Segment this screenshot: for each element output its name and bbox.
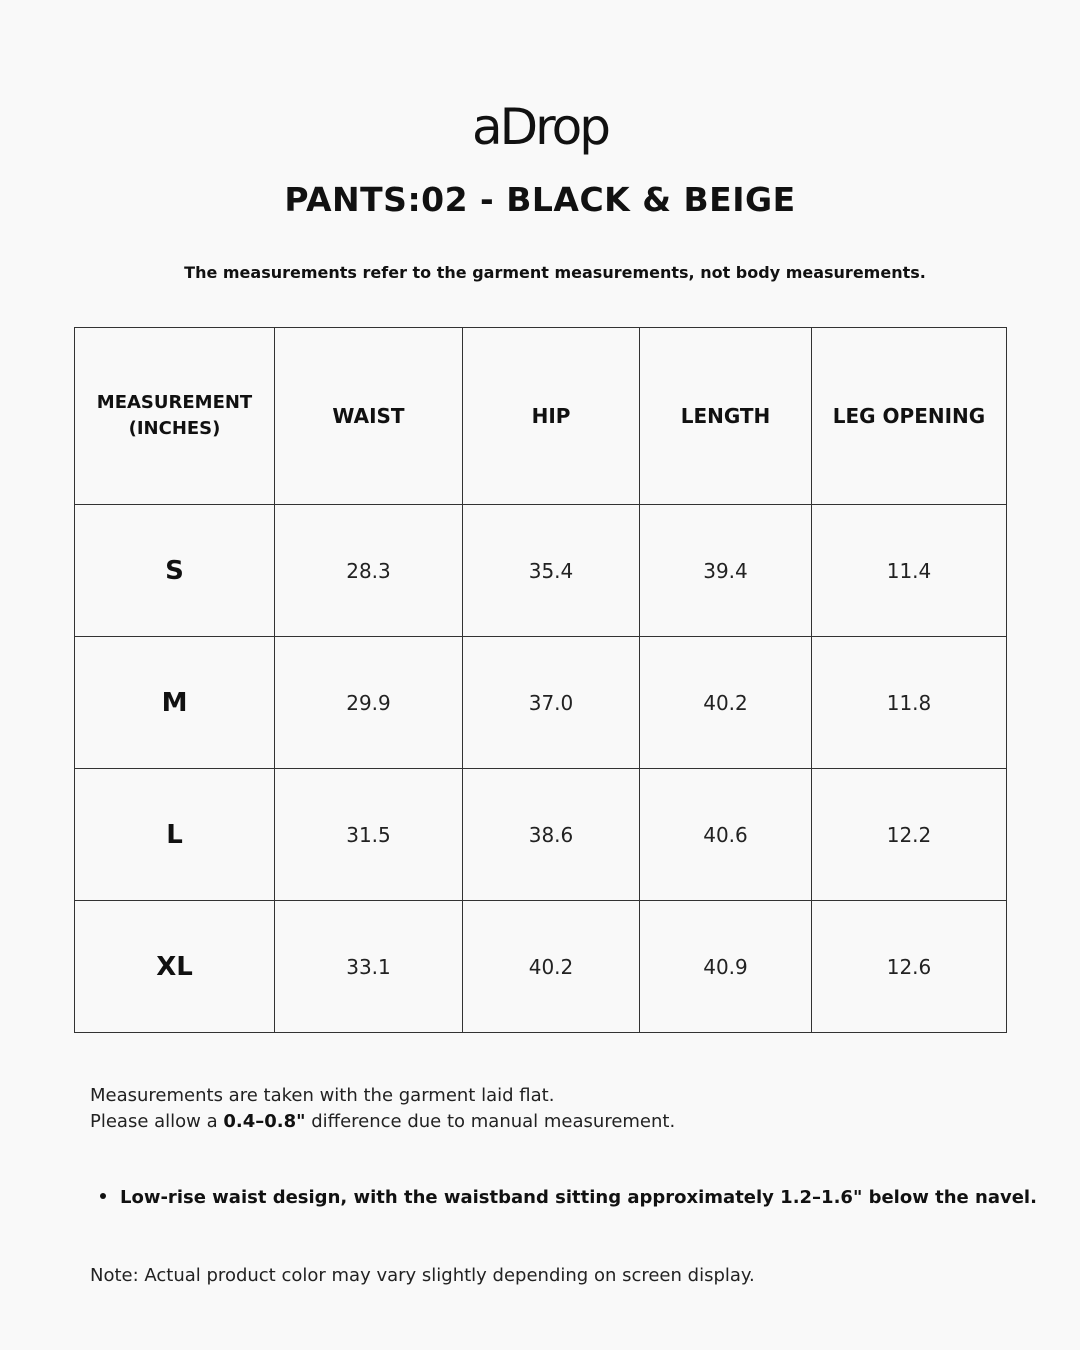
size-cell: L — [75, 769, 275, 901]
waist-cell: 33.1 — [275, 901, 463, 1033]
hip-cell: 37.0 — [463, 637, 640, 769]
size-cell: XL — [75, 901, 275, 1033]
tolerance-value: 0.4–0.8" — [223, 1111, 306, 1132]
hip-cell: 35.4 — [463, 505, 640, 637]
header-leg-opening: LEG OPENING — [812, 328, 1007, 505]
header-length: LENGTH — [640, 328, 812, 505]
table-row — [75, 769, 1007, 901]
table-row — [75, 637, 1007, 769]
length-cell: 40.2 — [640, 637, 812, 769]
size-cell: S — [75, 505, 275, 637]
hip-cell: 38.6 — [463, 769, 640, 901]
brand-logo: aDrop — [472, 98, 608, 156]
bullet-text: Low-rise waist design, with the waistband sitting approximately 1.2–1.6" below the navel. — [120, 1187, 1037, 1208]
leg-opening-cell: 12.2 — [812, 769, 1007, 901]
hip-cell: 40.2 — [463, 901, 640, 1033]
leg-opening-cell: 12.6 — [812, 901, 1007, 1033]
waist-cell: 31.5 — [275, 769, 463, 901]
length-cell: 40.6 — [640, 769, 812, 901]
length-cell: 40.9 — [640, 901, 812, 1033]
header-measurement — [75, 328, 275, 505]
notes-line-2-prefix: Please allow a — [90, 1111, 224, 1132]
waist-cell: 29.9 — [275, 637, 463, 769]
bullet-dot-icon — [100, 1193, 106, 1199]
notes-line-1: Measurements are taken with the garment laid flat. — [90, 1085, 555, 1106]
measurement-notes — [90, 1083, 675, 1135]
page-subtitle: The measurements refer to the garment measurements, not body measurements. — [184, 263, 926, 282]
size-cell: M — [75, 637, 275, 769]
table-row — [75, 505, 1007, 637]
table-row — [75, 901, 1007, 1033]
length-cell: 39.4 — [640, 505, 812, 637]
leg-opening-cell: 11.4 — [812, 505, 1007, 637]
header-measurement-line2: (INCHES) — [128, 418, 221, 439]
table-header-row — [75, 328, 1007, 505]
header-measurement-line1: MEASUREMENT — [96, 392, 253, 413]
header-waist: WAIST — [275, 328, 463, 505]
bullet-item — [100, 1187, 1037, 1208]
waist-cell: 28.3 — [275, 505, 463, 637]
notes-line-2-suffix: difference due to manual measurement. — [305, 1111, 676, 1132]
page-title: PANTS:02 - BLACK & BEIGE — [284, 180, 796, 219]
notes-line-2 — [90, 1109, 675, 1135]
size-chart-table — [74, 327, 1007, 1033]
header-hip: HIP — [463, 328, 640, 505]
color-footnote: Note: Actual product color may vary slightly depending on screen display. — [90, 1265, 755, 1286]
leg-opening-cell: 11.8 — [812, 637, 1007, 769]
